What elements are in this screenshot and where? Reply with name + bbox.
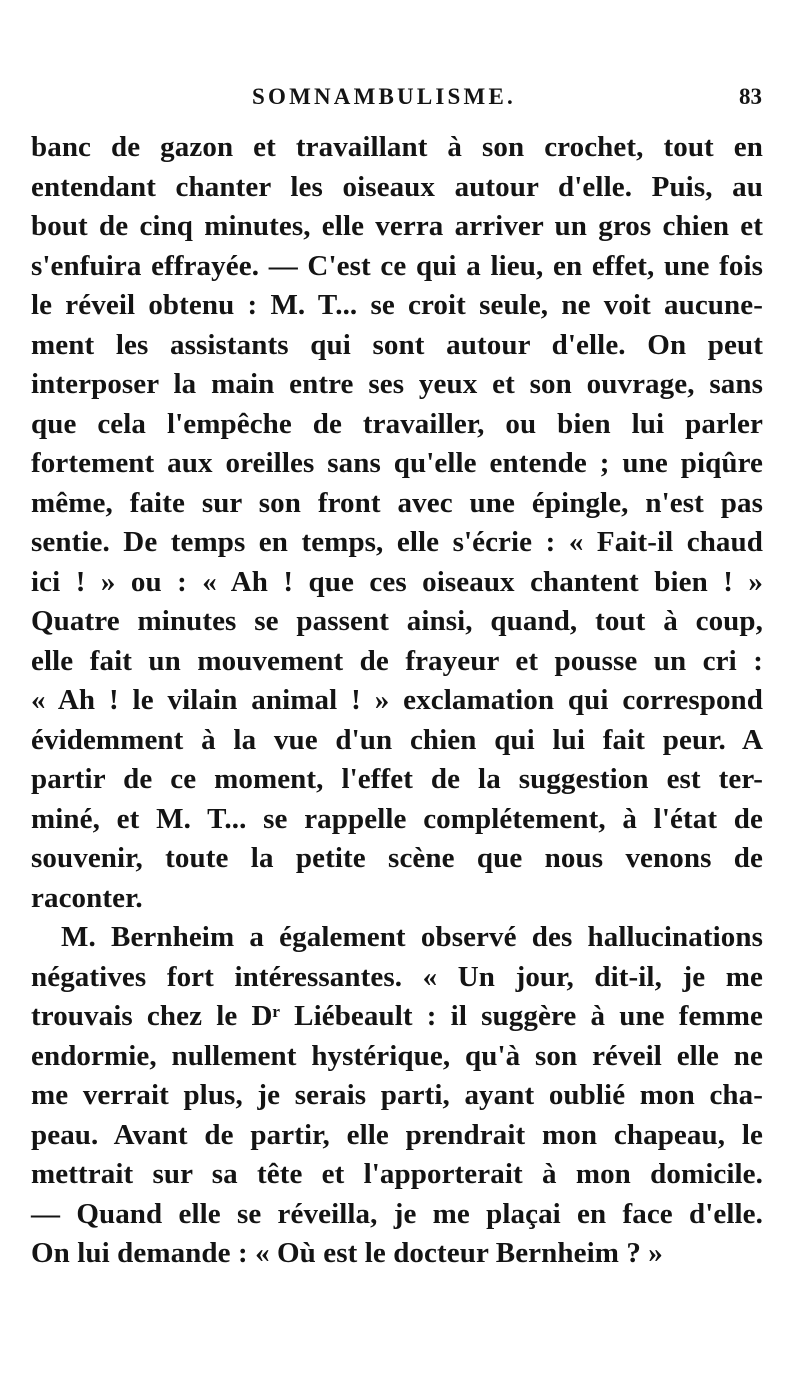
running-head	[0, 84, 800, 114]
text-line: que cela l'empêche de travailler, ou bien lui parler	[31, 407, 763, 440]
text-line: me verrait plus, je serais parti, ayant oublié mon cha-	[31, 1079, 763, 1111]
text-line: banc de gazon et travaillant à son crochet, tout en	[31, 131, 763, 163]
text-line: ment les assistants qui sont autour d'elle. On peut	[31, 328, 763, 361]
text-line: souvenir, toute la petite scène que nous venons de	[31, 842, 763, 874]
text-line: évidemment à la vue d'un chien qui lui fait peur. A	[31, 723, 763, 756]
text-line: sentie. De temps en temps, elle s'écrie : « Fait-il chaud	[31, 526, 763, 558]
text-line: M. Bernheim a également observé des hallucinations	[61, 921, 763, 953]
text-line: Quatre minutes se passent ainsi, quand, tout à coup,	[31, 605, 763, 637]
text-line: ici ! » ou : « Ah ! que ces oiseaux chantent bien ! »	[31, 565, 763, 598]
text-line: trouvais chez le Dʳ Liébeault : il suggère à une femme	[31, 1000, 763, 1032]
text-line: « Ah ! le vilain animal ! » exclamation qui correspond	[31, 684, 763, 716]
page-number: 83	[739, 84, 762, 109]
text-line: fortement aux oreilles sans qu'elle entende ; une piqûre	[31, 447, 763, 479]
text-line: s'enfuira effrayée. — C'est ce qui a lieu, en effet, une fois	[31, 249, 763, 282]
body-text	[31, 128, 763, 1274]
text-line: raconter.	[31, 881, 143, 914]
text-line: miné, et M. T... se rappelle complétement, à l'état de	[31, 802, 763, 835]
text-line: négatives fort intéressantes. « Un jour, dit-il, je me	[31, 960, 763, 993]
text-line: endormie, nullement hystérique, qu'à son réveil elle ne	[31, 1039, 763, 1072]
text-line: On lui demande : « Où est le docteur Bernheim ? »	[31, 1237, 663, 1269]
text-line: partir de ce moment, l'effet de la suggestion est ter-	[31, 763, 763, 795]
text-line: elle fait un mouvement de frayeur et pousse un cri :	[31, 644, 763, 677]
text-line: bout de cinq minutes, elle verra arriver un gros chien et	[31, 210, 763, 242]
text-line: peau. Avant de partir, elle prendrait mon chapeau, le	[31, 1118, 763, 1151]
text-line: mettrait sur sa tête et l'apporterait à mon domicile.	[31, 1158, 763, 1190]
text-line: le réveil obtenu : M. T... se croit seule, ne voit aucune-	[31, 289, 763, 321]
text-line: — Quand elle se réveilla, je me plaçai en face d'elle.	[31, 1197, 763, 1230]
text-line: même, faite sur son front avec une épingle, n'est pas	[31, 486, 763, 519]
text-line: interposer la main entre ses yeux et son ouvrage, sans	[31, 368, 763, 400]
running-title: SOMNAMBULISME.	[252, 84, 516, 109]
text-line: entendant chanter les oiseaux autour d'elle. Puis, au	[31, 170, 763, 203]
